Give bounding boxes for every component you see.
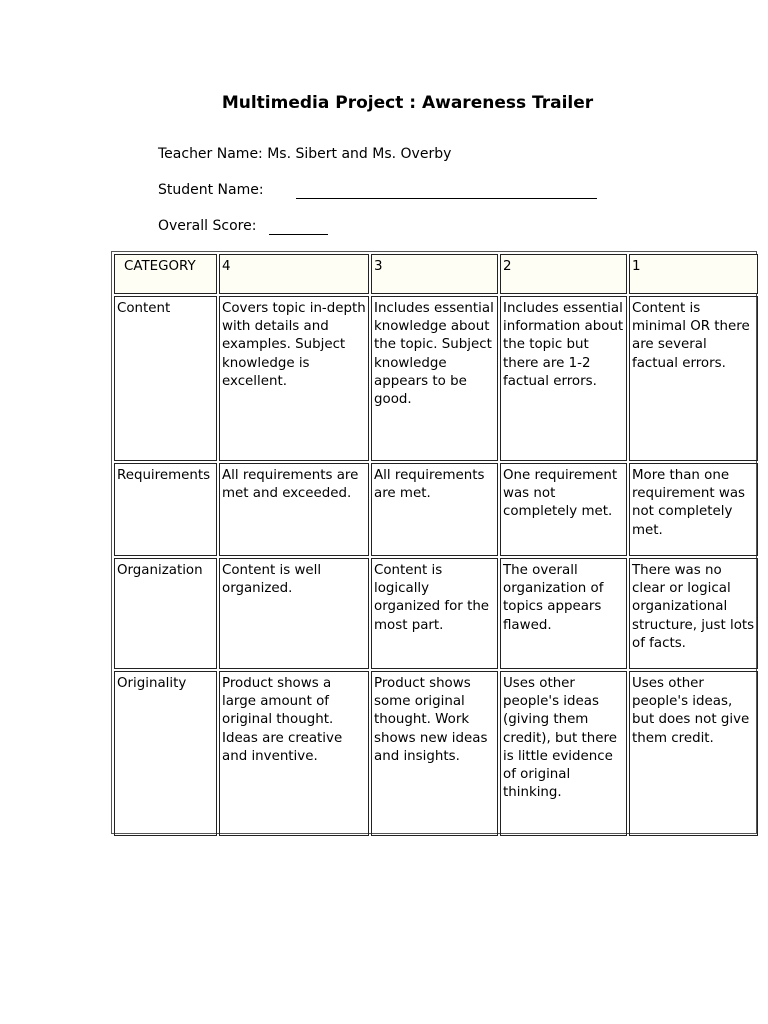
rubric-cell: There was no clear or logical organizational structure, just lots of facts. <box>629 558 758 669</box>
rubric-cell: The overall organization of topics appears flawed. <box>500 558 627 669</box>
teacher-name-line: Teacher Name: Ms. Sibert and Ms. Overby <box>158 146 452 162</box>
rubric-header-row <box>114 254 758 294</box>
rubric-table <box>111 251 757 834</box>
rubric-row-requirements <box>114 463 758 556</box>
rubric-row-originality <box>114 671 758 836</box>
category-cell: Requirements <box>114 463 217 556</box>
rubric-cell: All requirements are met. <box>371 463 498 556</box>
rubric-cell: One requirement was not completely met. <box>500 463 627 556</box>
rubric-cell: Product shows some original thought. Work shows new ideas and insights. <box>371 671 498 836</box>
student-name-blank <box>296 198 597 199</box>
rubric-row-content <box>114 296 758 461</box>
rubric-cell: Uses other people's ideas (giving them credit), but there is little evidence of original thinking. <box>500 671 627 836</box>
header-cell-4: 4 <box>219 254 369 294</box>
category-cell: Organization <box>114 558 217 669</box>
rubric-cell: More than one requirement was not completely met. <box>629 463 758 556</box>
rubric-cell: Content is well organized. <box>219 558 369 669</box>
category-cell: Content <box>114 296 217 461</box>
header-cell-3: 3 <box>371 254 498 294</box>
category-cell: Originality <box>114 671 217 836</box>
rubric-cell: Covers topic in-depth with details and examples. Subject knowledge is excellent. <box>219 296 369 461</box>
rubric-cell: Content is logically organized for the most part. <box>371 558 498 669</box>
overall-score-label: Overall Score: <box>158 218 257 234</box>
student-name-label: Student Name: <box>158 182 264 198</box>
rubric-row-organization <box>114 558 758 669</box>
rubric-cell: Includes essential information about the topic but there are 1-2 factual errors. <box>500 296 627 461</box>
overall-score-blank <box>269 234 328 235</box>
header-cell-2: 2 <box>500 254 627 294</box>
rubric-cell: Uses other people's ideas, but does not give them credit. <box>629 671 758 836</box>
header-cell-1: 1 <box>629 254 758 294</box>
rubric-cell: Product shows a large amount of original thought. Ideas are creative and inventive. <box>219 671 369 836</box>
document-title: Multimedia Project : Awareness Trailer <box>221 93 594 113</box>
rubric-cell: Content is minimal OR there are several factual errors. <box>629 296 758 461</box>
header-cell-category: CATEGORY <box>114 254 217 294</box>
rubric-cell: Includes essential knowledge about the topic. Subject knowledge appears to be good. <box>371 296 498 461</box>
rubric-cell: All requirements are met and exceeded. <box>219 463 369 556</box>
